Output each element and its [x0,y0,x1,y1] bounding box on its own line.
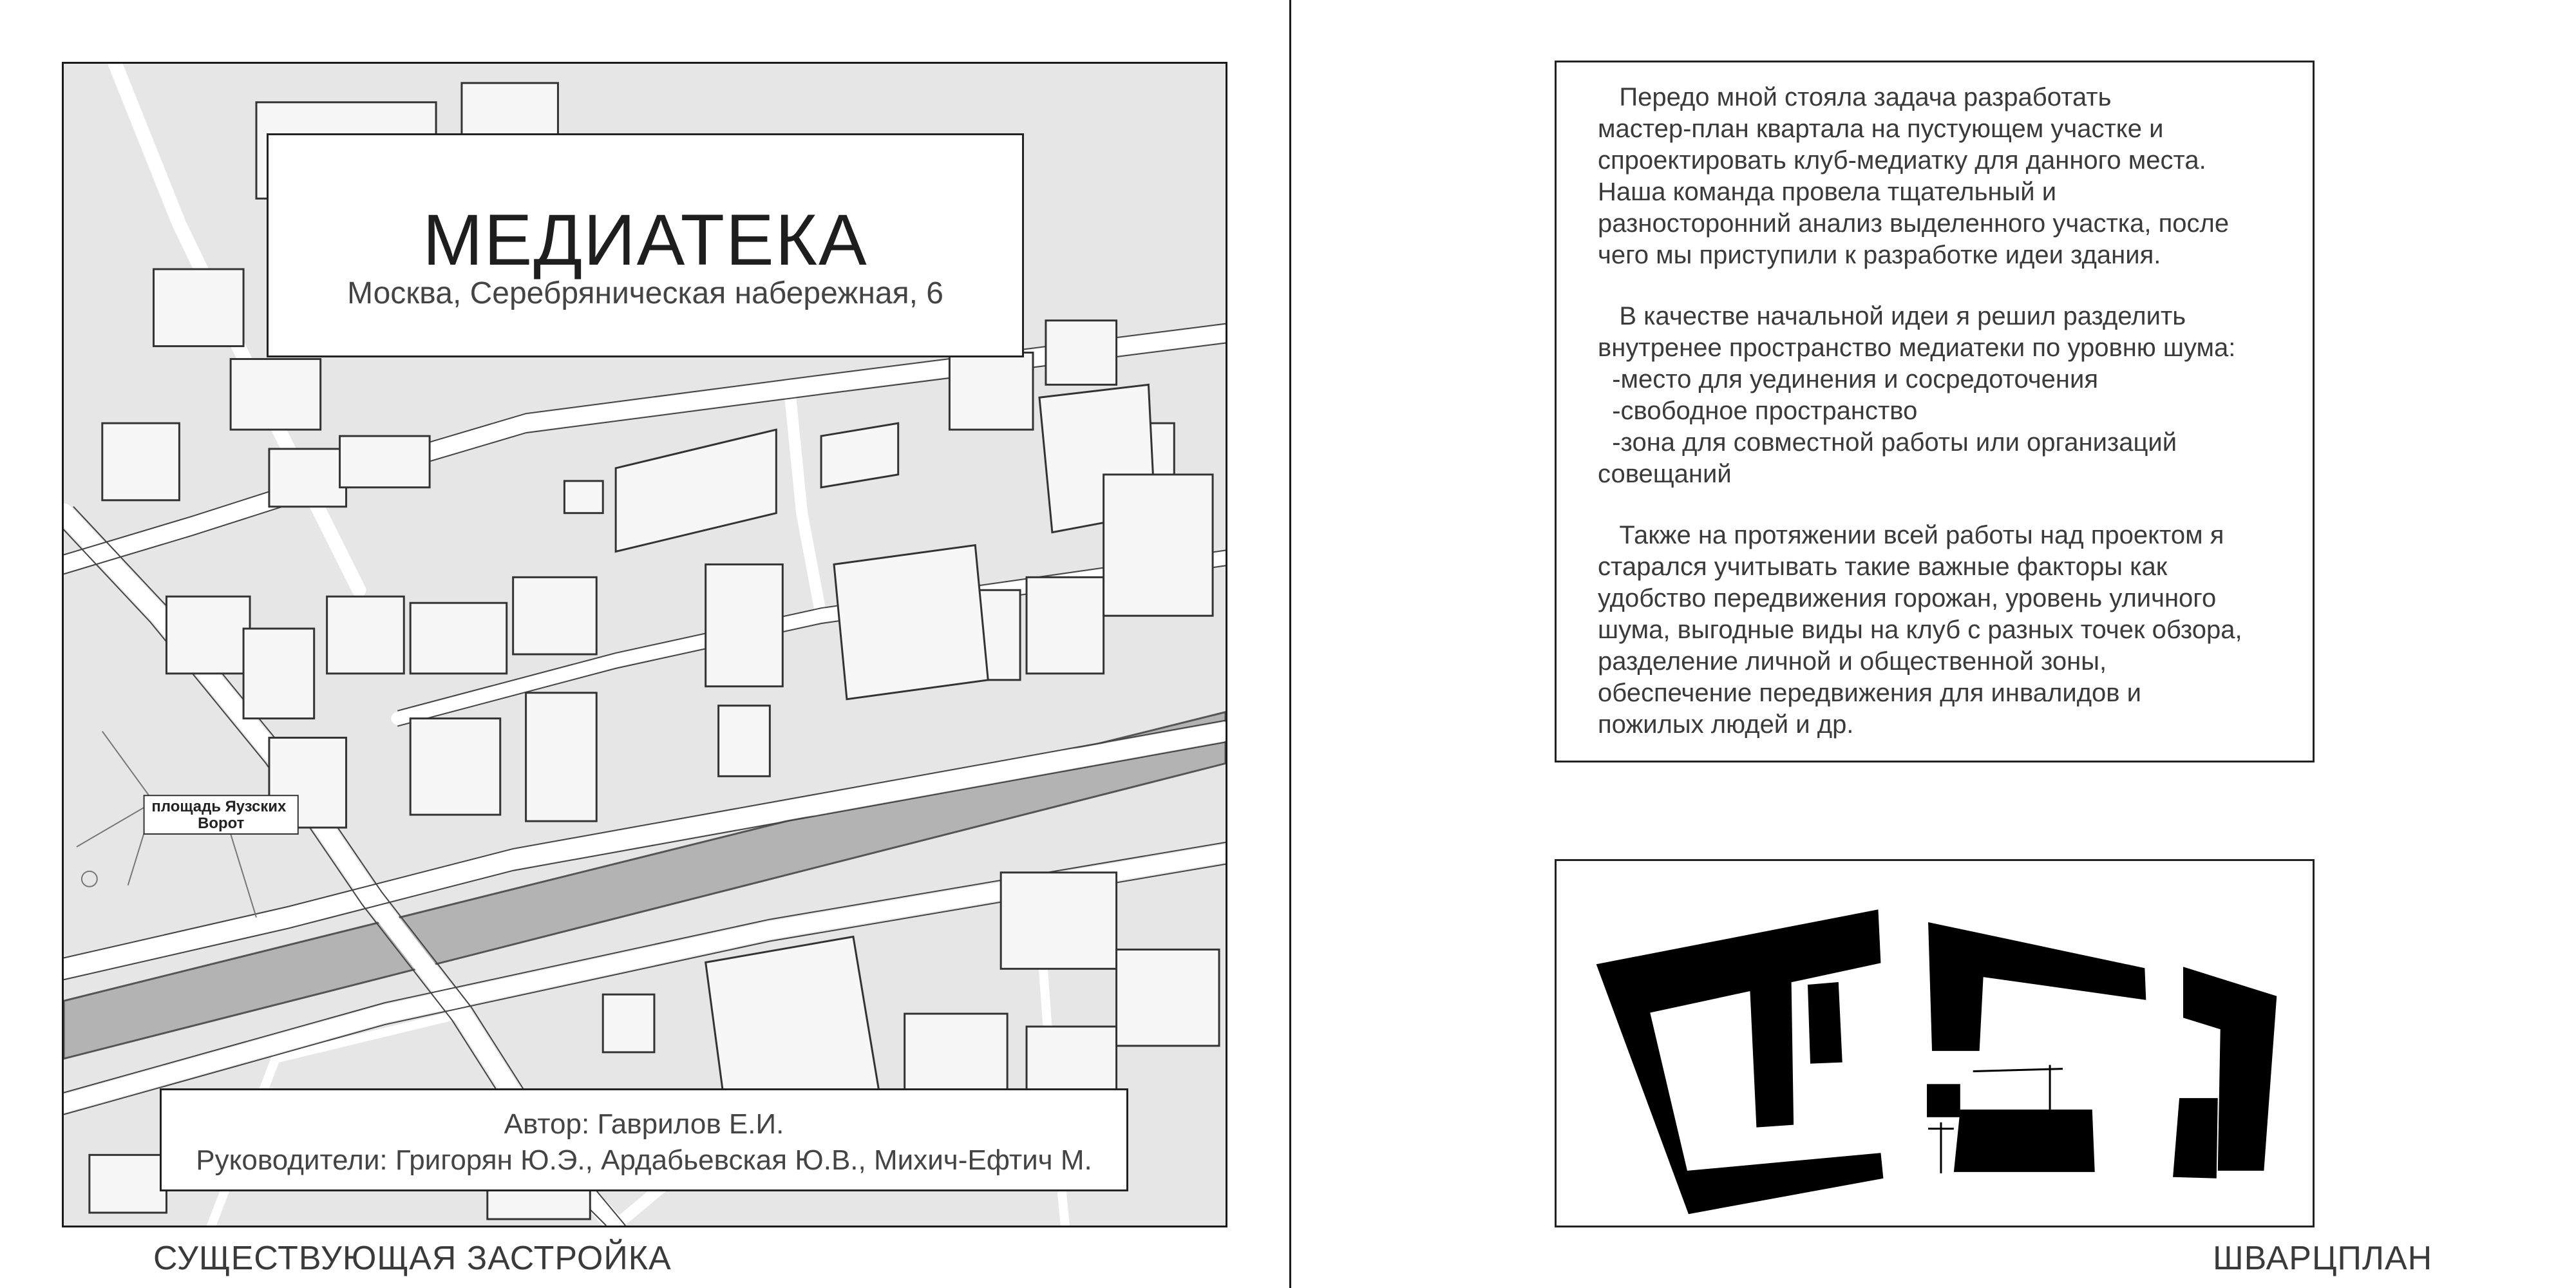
map-label [144,795,298,834]
supervisors-line: Руководители: Григорян Ю.Э., Ардабьевская Ю.В., Михич-Ефтич М. [196,1144,1092,1176]
description-line: пожилых людей и др. [1598,710,1854,739]
plan-block-left-small [1808,982,1842,1064]
description-line: старался учитывать такие важные факторы как [1598,553,2168,581]
right-caption: ШВАРЦПЛАН [2213,1240,2433,1277]
figure-ground-plan [1555,859,2315,1227]
description-line: спроектировать клуб-медиатку для данного места. [1598,146,2206,175]
plan-block-left-inner [1748,961,1794,1127]
description-paragraph [1598,301,2287,490]
author-line: Автор: Гаврилов Е.И. [504,1108,784,1140]
description-line: разделение личной и общественной зоны, [1598,647,2107,676]
title-box [267,133,1024,357]
description-line: -место для уединения и сосредоточения [1598,365,2099,393]
description-paragraph [1598,82,2287,271]
description-line: -зона для совместной работы или организаций [1598,428,2177,457]
description-line: разносторонний анализ выделенного участка, после [1598,209,2230,238]
description-line: обеспечение передвижения для инвалидов и [1598,679,2141,707]
description-box [1555,61,2315,762]
left-caption: СУЩЕСТВУЮЩАЯ ЗАСТРОЙКА [153,1240,672,1277]
description-line: мастер-план квартала на пустующем участке и [1598,115,2164,143]
description-line: Передо мной стояла задача разработать [1598,83,2112,111]
description-line: -свободное пространство [1598,397,1918,425]
plan-block-mid-square [1927,1084,1960,1117]
page-divider [1289,0,1291,1288]
description-line: внутренее пространство медиатеки по уровню шума: [1598,334,2236,362]
description-line: Наша команда провела тщательный и [1598,178,2057,206]
description-line: совещаний [1598,460,1732,488]
plan-block-right-bottom [2173,1098,2218,1179]
page-title: МЕДИАТЕКА [422,200,868,280]
description-line: удобство передвижения горожан, уровень уличного [1598,584,2217,612]
description-line: В качестве начальной идеи я решил разделить [1598,302,2186,330]
page-subtitle: Москва, Серебряническая набережная, 6 [347,276,943,310]
svg-text:площадь Яузских Ворот: площадь Яузских Ворот [151,798,287,833]
figure-ground-drawing [1557,861,2313,1226]
description-paragraph [1598,520,2287,741]
plan-block-mid-bottom [1954,1110,2095,1172]
description-text [1598,82,2287,770]
credits-box [160,1088,1128,1191]
description-line: чего мы приступили к разработке идеи здания. [1598,241,2161,269]
description-line: Также на протяжении всей работы над проектом я [1598,521,2224,549]
description-line: шума, выгодные виды на клуб с разных точек обзора, [1598,616,2242,644]
plan-block-mid-top [1928,922,2146,1051]
